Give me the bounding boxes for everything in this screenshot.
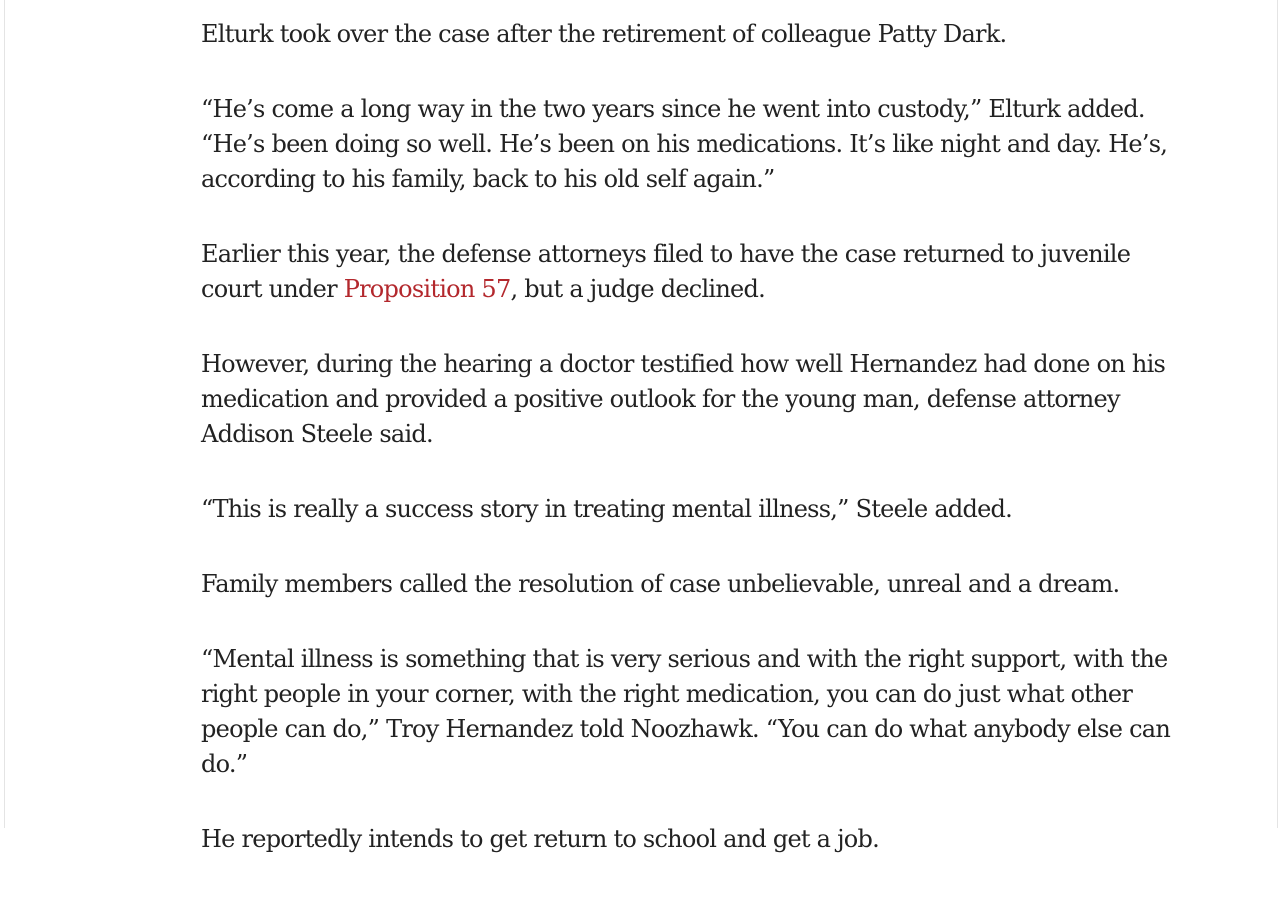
paragraph-long-way-quote: “He’s come a long way in the two years since he went into custody,” Elturk added. “He’s been doing so well. He’s been on his medications. It’s like night and day. He’s, according to his family, back to his old self again.” <box>201 95 1168 193</box>
paragraph-text-before-link: Earlier this year, the defense attorneys filed to have the case returned to juvenile court under <box>201 240 1131 303</box>
paragraph-success-story-quote: “This is really a success story in treating mental illness,” Steele added. <box>201 495 1013 523</box>
paragraph-return-to-school: He reportedly intends to get return to school and get a job. <box>201 825 879 853</box>
paragraph-family-members: Family members called the resolution of case unbelievable, unreal and a dream. <box>201 570 1120 598</box>
left-border-rule <box>4 0 5 828</box>
article-body <box>201 17 1186 897</box>
paragraph-doctor-testified: However, during the hearing a doctor testified how well Hernandez had done on his medication and provided a positive outlook for the young man, defense attorney Addison Steele said. <box>201 350 1166 448</box>
proposition-57-link[interactable]: Proposition 57 <box>343 275 511 303</box>
paragraph-proposition-57 <box>201 237 1186 307</box>
paragraph-text-after-link: , but a judge declined. <box>510 275 765 303</box>
right-border-rule <box>1277 0 1278 828</box>
paragraph-mental-illness-quote: “Mental illness is something that is very serious and with the right support, with the right people in your corner, with the right medication, you can do just what other people can do,” Troy Hernandez told Noozhawk. “You can do what anybody else can do.” <box>201 645 1171 778</box>
paragraph-elturk-took-over: Elturk took over the case after the retirement of colleague Patty Dark. <box>201 20 1007 48</box>
